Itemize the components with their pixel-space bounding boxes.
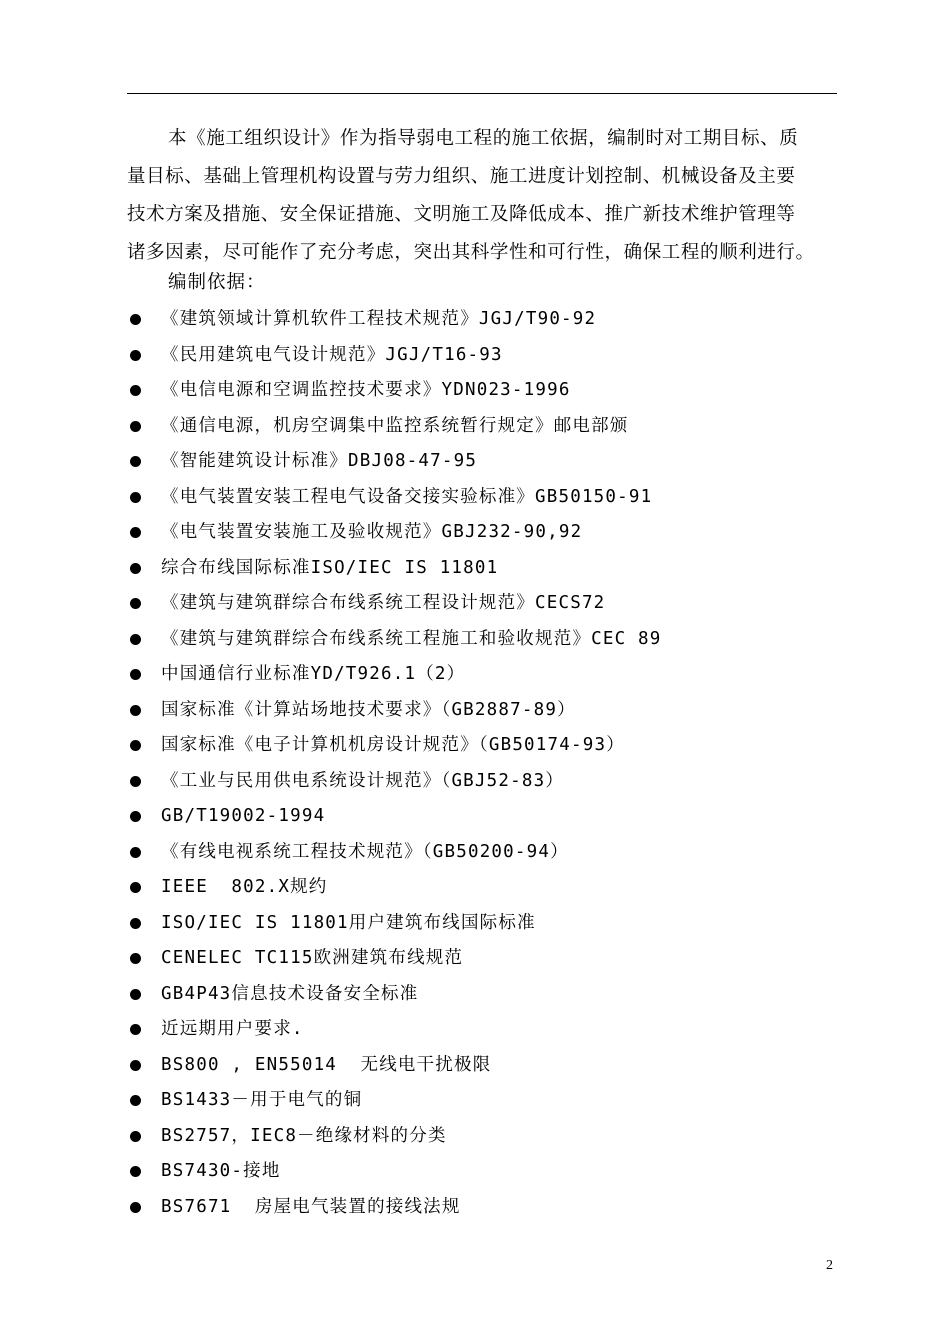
list-item [0,302,950,338]
reference-text: BS7430-接地 [161,1161,281,1181]
bullet-icon [130,1131,141,1142]
bullet-icon [130,598,141,609]
reference-text: BS2757，IEC8－绝缘材料的分类 [161,1125,447,1146]
list-item [0,764,950,800]
reference-text: BS7671 房屋电气装置的接线法规 [161,1196,461,1217]
reference-text: 《建筑与建筑群综合布线系统工程设计规范》CECS72 [161,593,606,613]
list-item [0,1154,950,1190]
list-item [0,870,950,906]
reference-text: 《电信电源和空调监控技术要求》YDN023-1996 [161,380,571,400]
intro-line-2: 量目标、基础上管理机构设置与劳力组织、施工进度计划控制、机械设备及主要 [127,166,796,187]
reference-text: 《工业与民用供电系统设计规范》（GBJ52-83） [161,770,565,791]
reference-text: 《电气装置安装施工及验收规范》GBJ232-90,92 [161,522,583,542]
list-item [0,480,950,516]
basis-heading: 编制依据： [168,272,266,293]
list-item [0,1190,950,1226]
reference-text: 《建筑与建筑群综合布线系统工程施工和验收规范》CEC 89 [161,628,662,649]
list-item [0,977,950,1013]
reference-text: 《通信电源，机房空调集中监控系统暂行规定》邮电部颁 [161,415,629,436]
bullet-icon [130,1060,141,1071]
bullet-icon [130,1202,141,1213]
bullet-icon [130,350,141,361]
bullet-icon [130,563,141,574]
intro-paragraph [127,120,847,272]
reference-text: GB/T19002-1994 [161,806,326,826]
reference-text: BS1433－用于电气的铜 [161,1090,363,1110]
bullet-icon [130,740,141,751]
reference-text: 综合布线国际标准ISO/IEC IS 11801 [161,557,499,578]
list-item [0,728,950,764]
list-item [0,586,950,622]
list-item [0,799,950,835]
list-item [0,1012,950,1048]
page-number: 2 [826,1258,833,1273]
reference-text: 《电气装置安装工程电气设备交接实验标准》GB50150-91 [161,486,653,507]
bullet-icon [130,811,141,822]
reference-text: CENELEC TC115欧洲建筑布线规范 [161,948,464,968]
intro-line-3: 技术方案及措施、安全保证措施、文明施工及降低成本、推广新技术维护管理等 [127,204,796,225]
list-item [0,622,950,658]
bullet-icon [130,456,141,467]
bullet-icon [130,989,141,1000]
reference-text: 近远期用户要求. [161,1019,304,1039]
bullet-icon [130,634,141,645]
bullet-icon [130,669,141,680]
bullet-icon [130,492,141,503]
list-item [0,338,950,374]
list-item [0,1048,950,1084]
reference-list [0,302,950,1225]
reference-text: IEEE 802.X规约 [161,877,328,897]
bullet-icon [130,847,141,858]
bullet-icon [130,385,141,396]
list-item [0,835,950,871]
bullet-icon [130,882,141,893]
bullet-icon [130,1166,141,1177]
reference-text: 《建筑领域计算机软件工程技术规范》JGJ/T90-92 [161,309,597,329]
list-item [0,1083,950,1119]
bullet-icon [130,918,141,929]
list-item [0,373,950,409]
list-item [0,693,950,729]
list-item [0,515,950,551]
bullet-icon [130,1024,141,1035]
intro-line-1: 本《施工组织设计》作为指导弱电工程的施工依据，编制时对工期目标、质 [168,128,799,149]
reference-text: GB4P43信息技术设备安全标准 [161,983,419,1004]
bullet-icon [130,527,141,538]
reference-text: 《智能建筑设计标准》DBJ08-47-95 [161,451,478,471]
reference-text: ISO/IEC IS 11801用户建筑布线国际标准 [161,912,536,933]
reference-text: 国家标准《计算站场地技术要求》（GB2887-89） [161,699,576,720]
intro-line-4: 诸多因素，尽可能作了充分考虑，突出其科学性和可行性，确保工程的顺利进行。 [127,242,815,263]
bullet-icon [130,1095,141,1106]
reference-text: 《民用建筑电气设计规范》JGJ/T16-93 [161,344,503,365]
list-item [0,409,950,445]
reference-text: 中国通信行业标准YD/T926.1（2） [161,664,466,684]
reference-text: BS800 , EN55014 无线电干扰极限 [161,1054,492,1075]
bullet-icon [130,314,141,325]
bullet-icon [130,421,141,432]
header-rule [127,93,837,94]
list-item [0,444,950,480]
list-item [0,551,950,587]
bullet-icon [130,953,141,964]
reference-text: 国家标准《电子计算机机房设计规范》（GB50174-93） [161,735,625,755]
list-item [0,657,950,693]
list-item [0,941,950,977]
bullet-icon [130,705,141,716]
bullet-icon [130,776,141,787]
list-item [0,906,950,942]
list-item [0,1119,950,1155]
reference-text: 《有线电视系统工程技术规范》（GB50200-94） [161,841,569,862]
